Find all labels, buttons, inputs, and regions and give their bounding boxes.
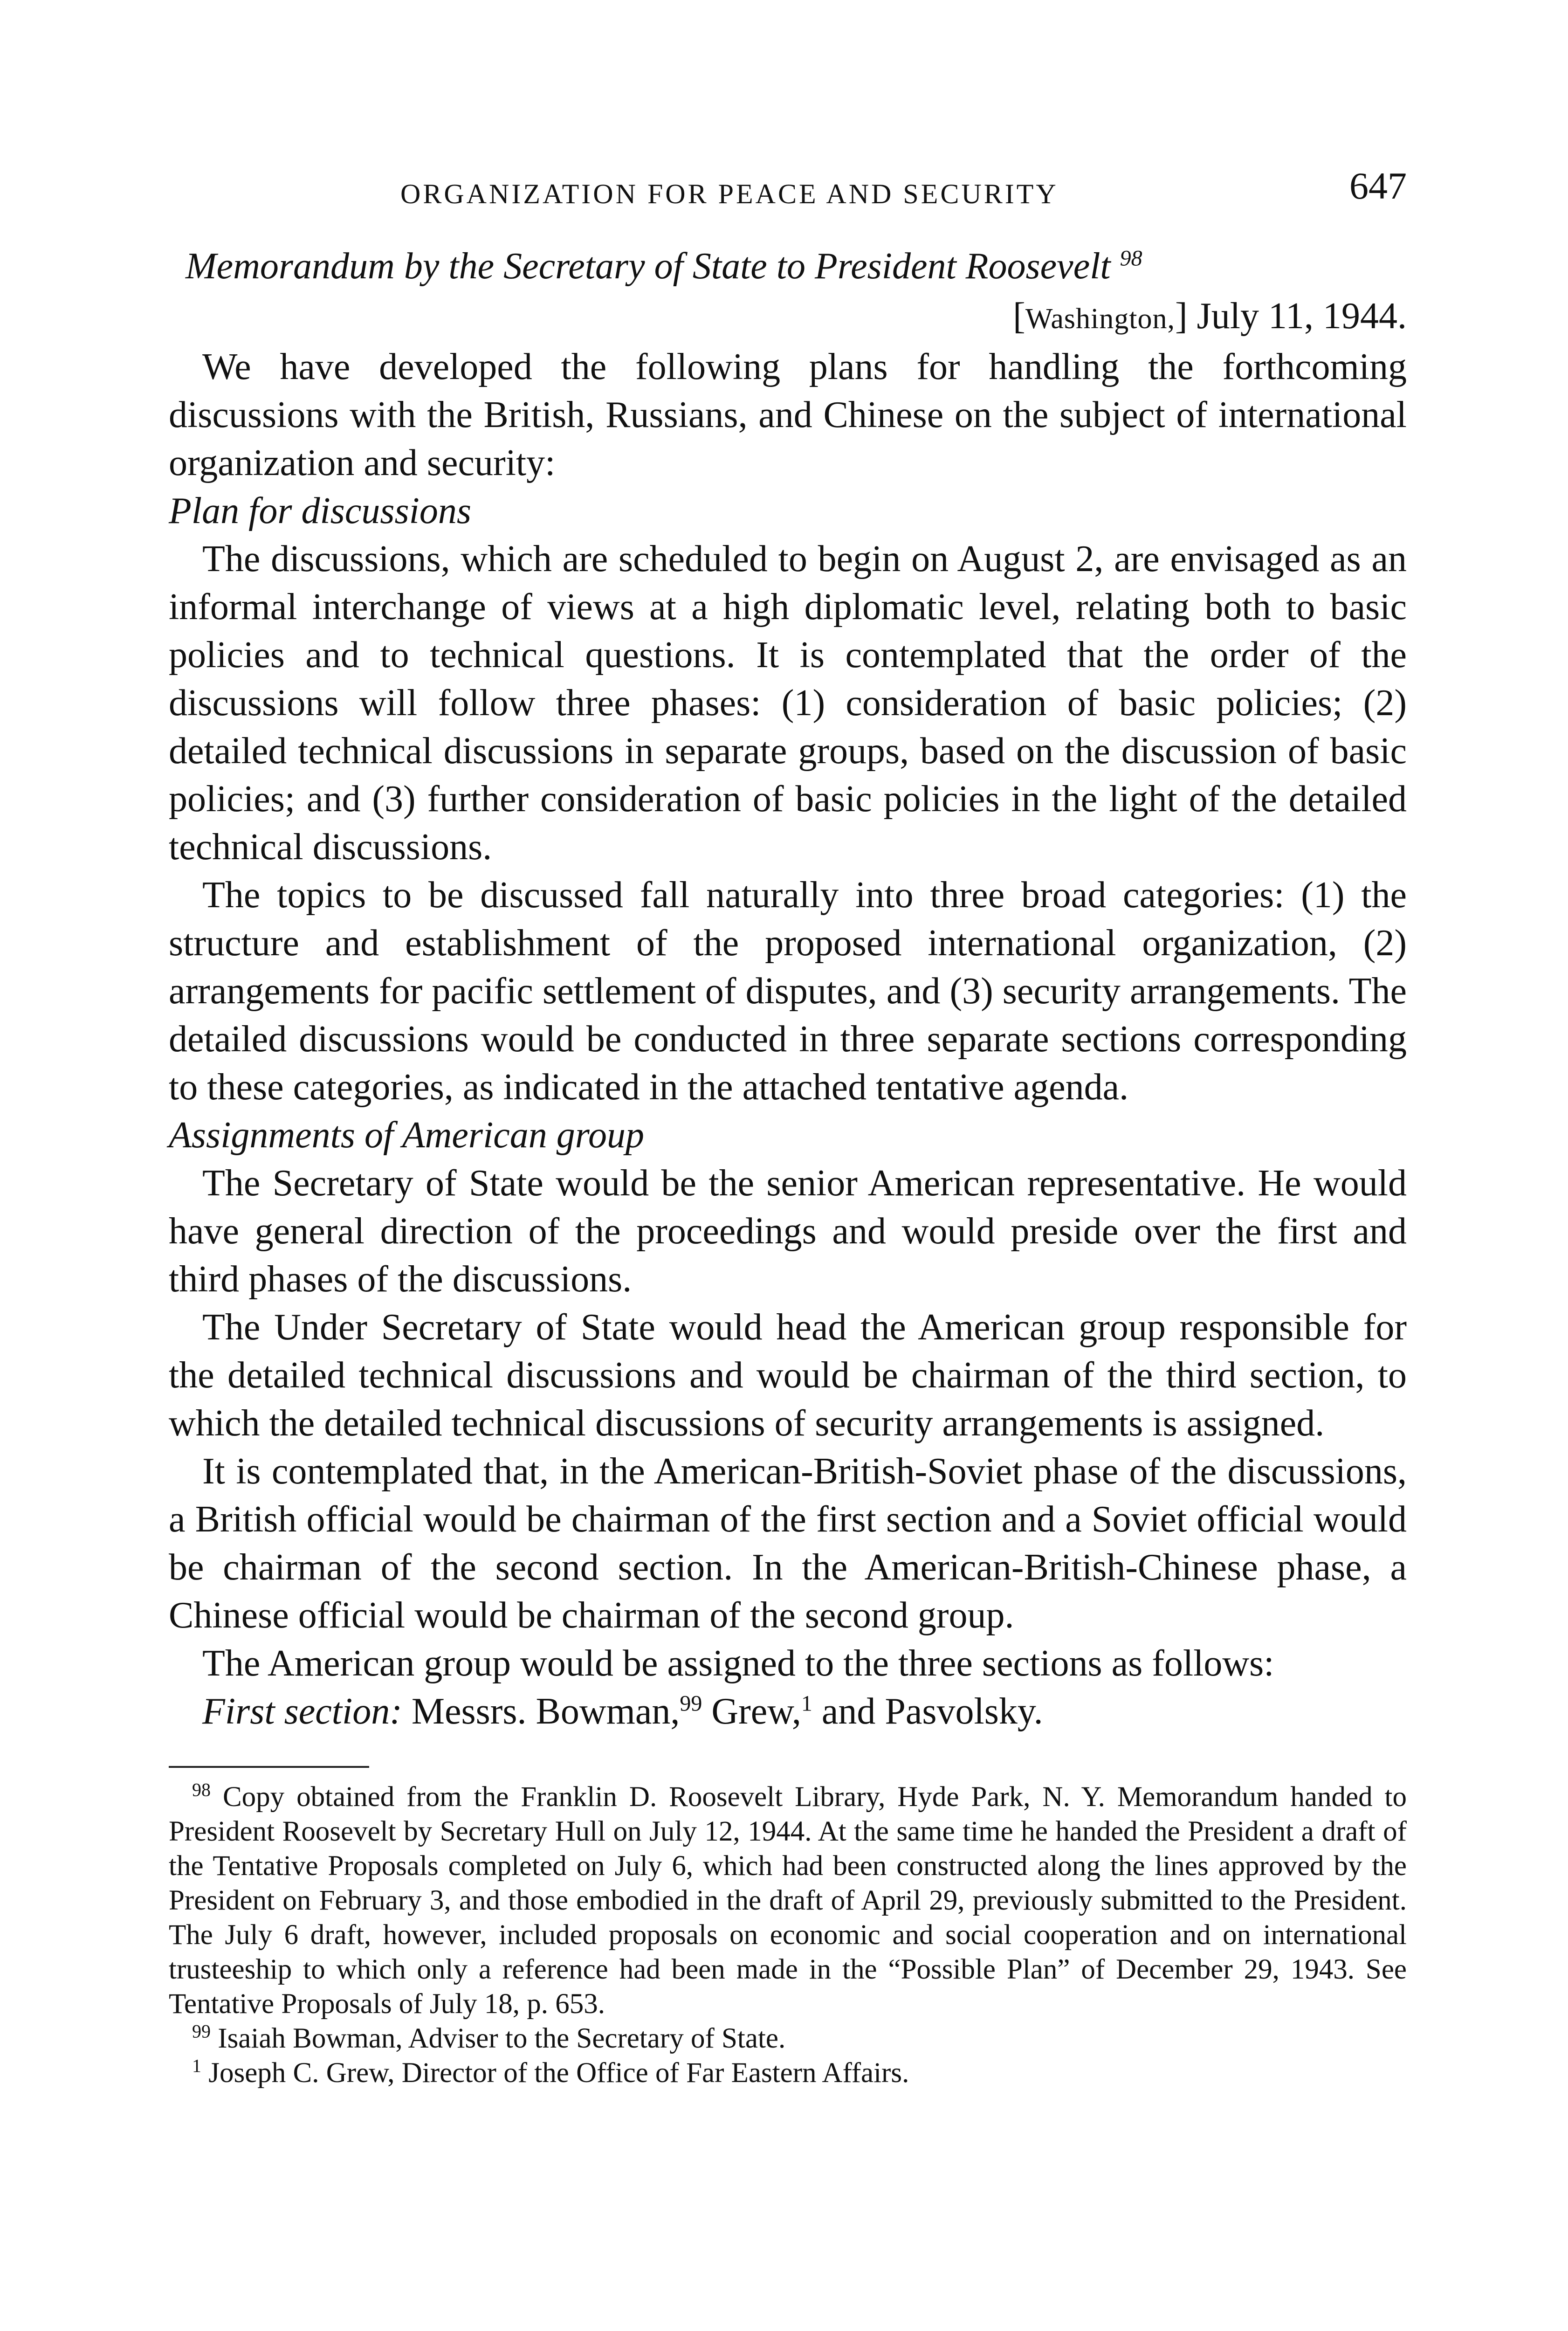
paragraph: The topics to be discussed fall naturally into three broad categories: (1) the structure and establishment of the proposed international organization, (2) arrangements for pacific settlement of disputes, and (3) security arrangements. The detailed discussions would be conducted in three separate sections corresponding to these categories, as indicated in the attached tentative agenda. xyxy=(169,875,1407,1108)
body-text xyxy=(169,242,1407,1736)
first-section-names-1: Messrs. Bowman, xyxy=(411,1691,680,1732)
dateline: [Washington,] July 11, 1944. xyxy=(1013,296,1407,337)
footnote-1 xyxy=(169,2056,1407,2090)
dateline-place: Washington, xyxy=(1025,303,1175,335)
document-title-text: Memorandum by the Secretary of State to President Roosevelt xyxy=(186,246,1111,287)
paragraph: It is contemplated that, in the American-British-Soviet phase of the discussions, a British official would be chairman of the first section and a Soviet official would be chairman of the second section. In the American-British-Chinese phase, a Chinese official would be chairman of the second group. xyxy=(169,1451,1407,1636)
footnote-ref: 99 xyxy=(680,1691,702,1716)
section-heading-assignments: Assignments of American group xyxy=(169,1115,644,1156)
footnote-98 xyxy=(169,1780,1407,2021)
footnote-text: Copy obtained from the Franklin D. Roosevelt Library, Hyde Park, N. Y. Memorandum handed to President Roosevelt by Secretary Hull on July 12, 1944. At the same time he handed the President a draft of the Tentative Proposals completed on July 6, which had been constructed along the lines approved by the President on February 3, and those embodied in the draft of April 29, previously submitted to the President. The July 6 draft, however, included proposals on economic and social cooperation and on international trusteeship to which only a reference had been made in the “Possible Plan” of December 29, 1943. See Tentative Proposals of July 18, p. 653. xyxy=(169,1781,1407,2020)
section-heading-plan: Plan for discussions xyxy=(169,490,471,531)
first-section-line xyxy=(169,1688,1407,1736)
paragraph: The Secretary of State would be the senior American representative. He would have general direction of the proceedings and would preside over the first and third phases of the discussions. xyxy=(169,1163,1407,1300)
paragraph: The Under Secretary of State would head the American group responsible for the detailed technical discussions and would be chairman of the third section, to which the detailed technical discussions of security arrangements is assigned. xyxy=(169,1307,1407,1444)
dateline-date: July 11, 1944. xyxy=(1197,296,1407,337)
footnote-text: Joseph C. Grew, Director of the Office of Far Eastern Affairs. xyxy=(208,2057,909,2089)
footnote-ref: 1 xyxy=(801,1691,812,1716)
footnotes xyxy=(169,1780,1407,2090)
footnote-divider xyxy=(169,1766,369,1768)
paragraph: The discussions, which are scheduled to begin on August 2, are envisaged as an informal interchange of views at a high diplomatic level, relating both to basic policies and to technical questions. It is contemplated that the order of the discussions will follow three phases: (1) consideration of basic policies; (2) detailed technical discussions in separate groups, based on the discussion of basic policies; and (3) further consideration of basic policies in the light of the detailed technical discussions. xyxy=(169,538,1407,868)
running-head: ORGANIZATION FOR PEACE AND SECURITY xyxy=(400,179,1059,209)
footnote-ref: 98 xyxy=(1120,246,1142,271)
footnote-marker: 98 xyxy=(192,1779,211,1800)
first-section-names-3: and Pasvolsky. xyxy=(812,1691,1043,1732)
page-number: 647 xyxy=(1349,165,1407,207)
intro-paragraph: We have developed the following plans for handling the forthcoming discussions with the British, Russians, and Chinese on the subject of international organization and security: xyxy=(169,346,1407,483)
footnote-marker: 1 xyxy=(192,2055,201,2076)
footnote-99 xyxy=(169,2021,1407,2056)
paragraph: The American group would be assigned to the three sections as follows: xyxy=(202,1643,1274,1684)
first-section-names-2: Grew, xyxy=(702,1691,801,1732)
page-header xyxy=(169,164,1407,211)
footnote-marker: 99 xyxy=(192,2021,211,2042)
document-title xyxy=(169,242,1407,290)
first-section-label: First section: xyxy=(202,1691,402,1732)
footnote-text: Isaiah Bowman, Adviser to the Secretary of State. xyxy=(218,2023,786,2054)
